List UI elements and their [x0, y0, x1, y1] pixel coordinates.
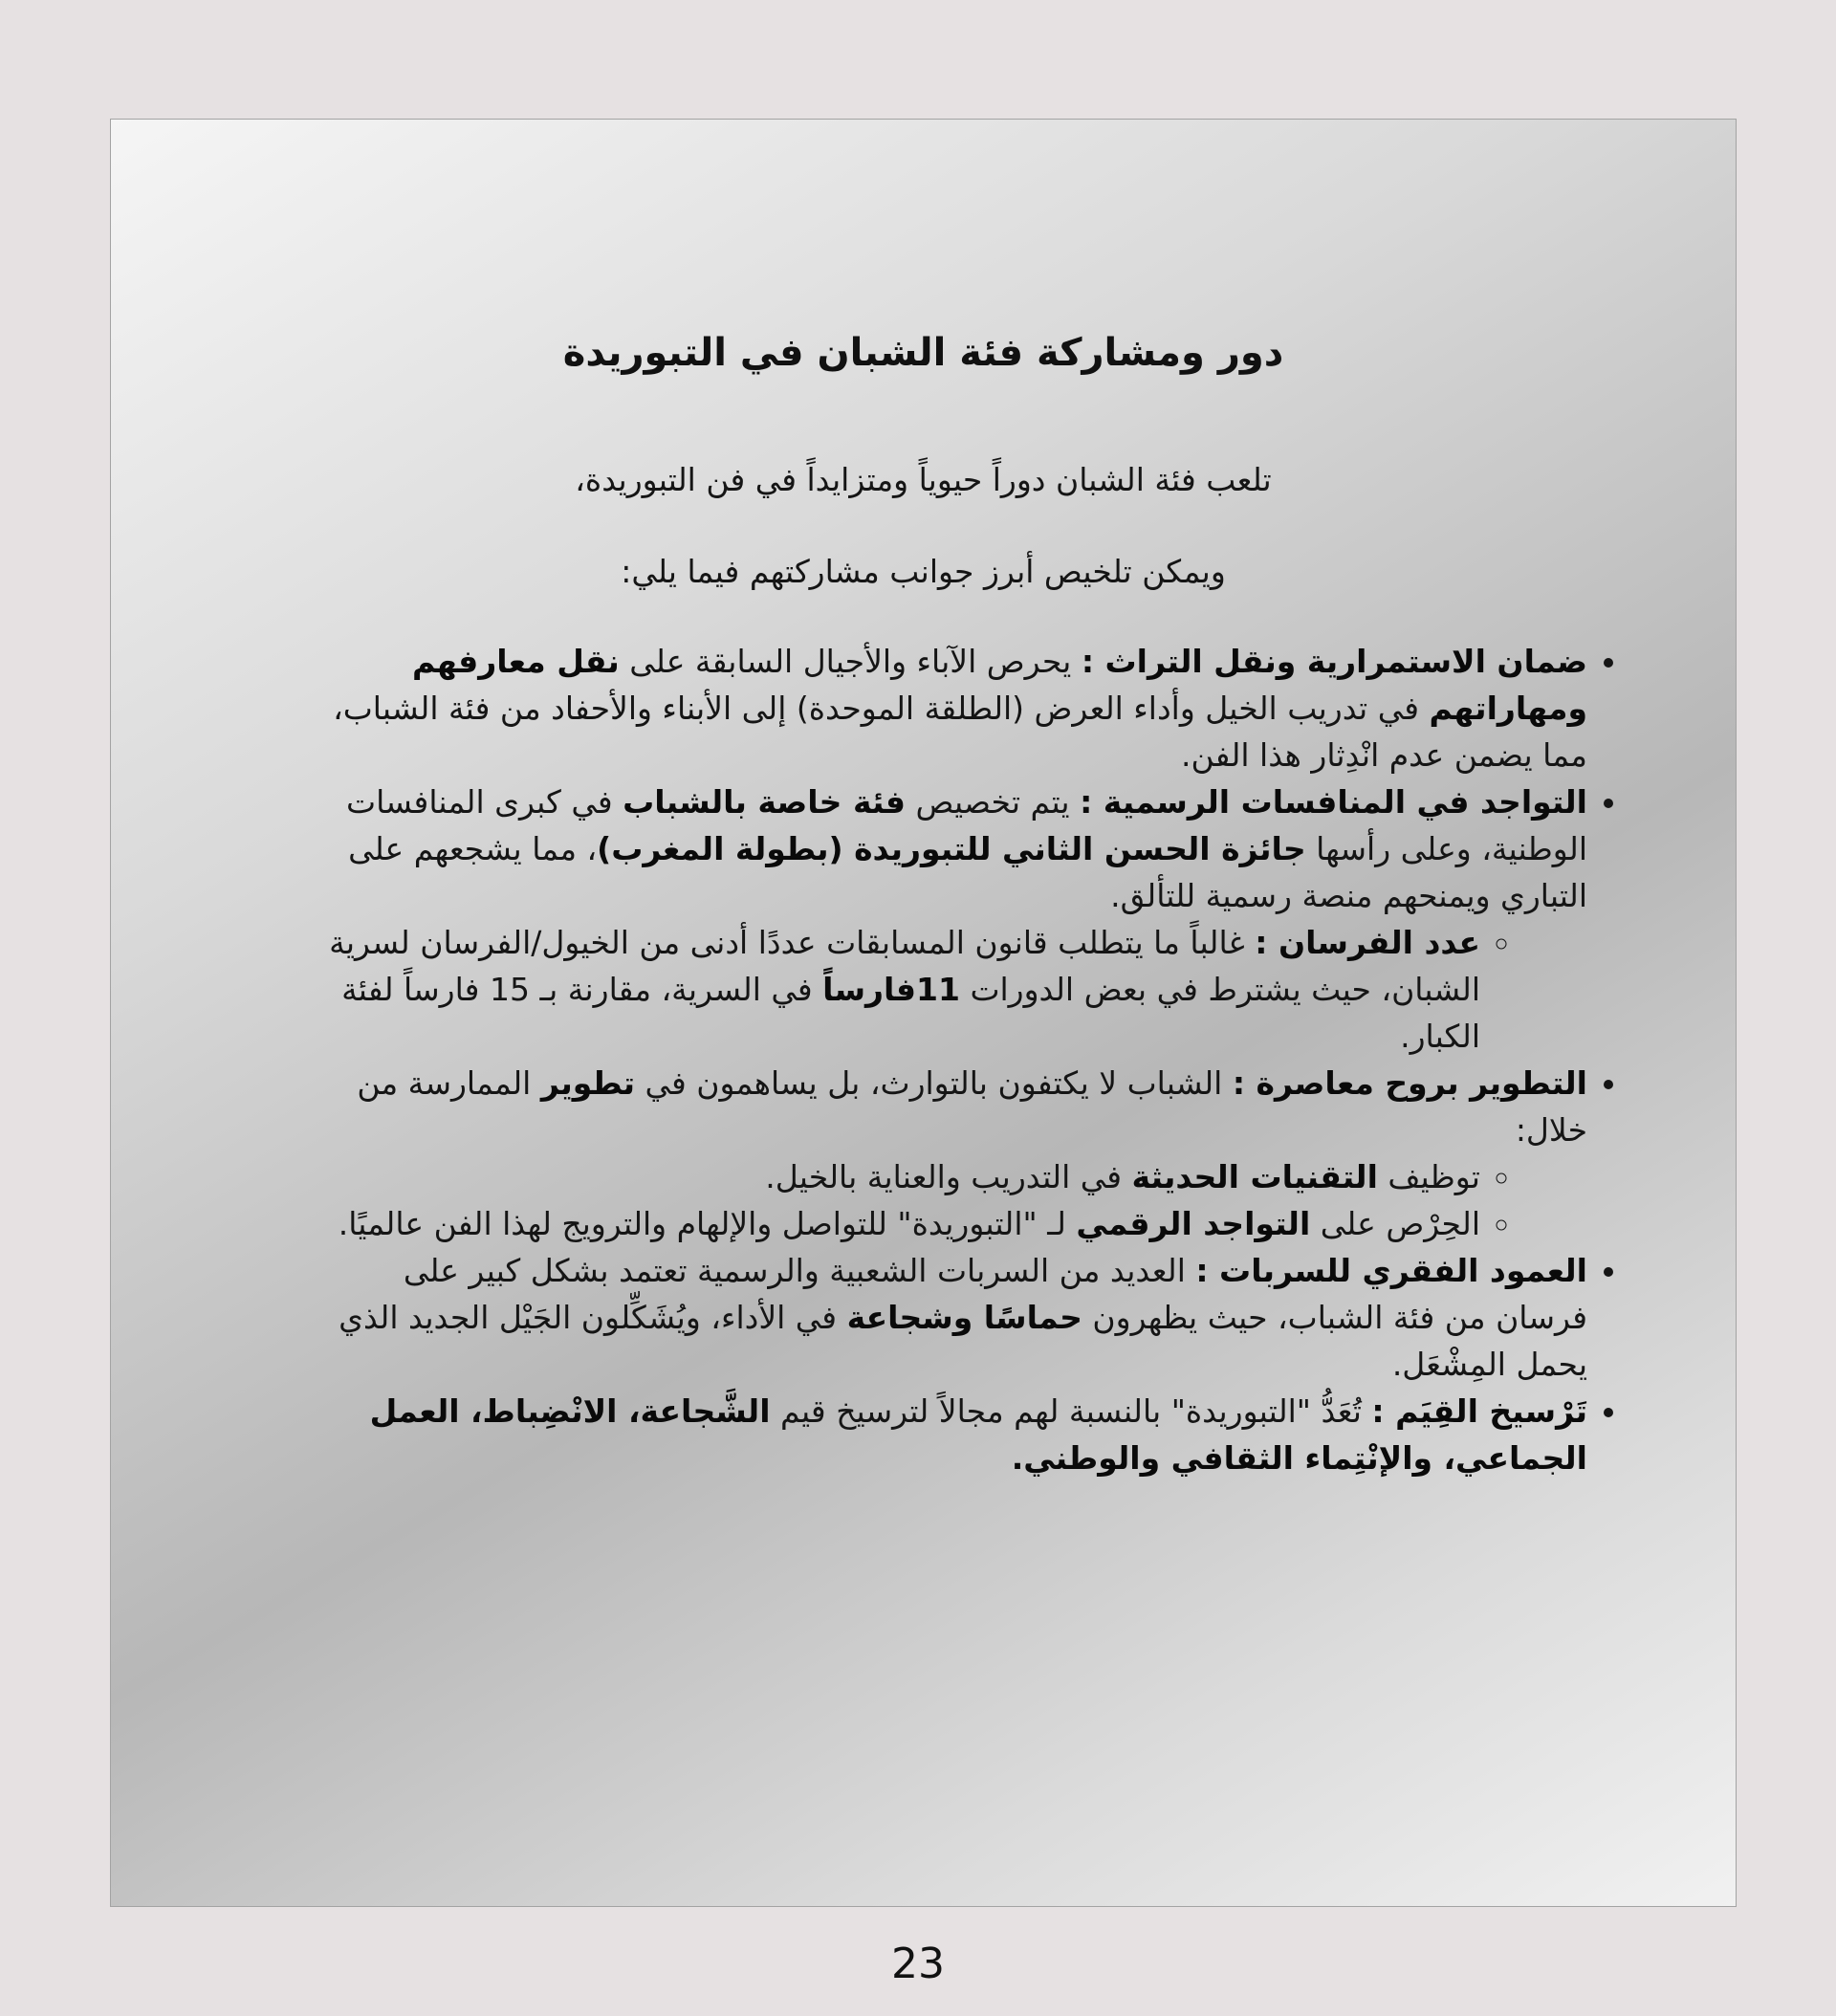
item-emphasis: نقل معارفهم ومهاراتهم	[412, 643, 1587, 727]
item-text: يتم تخصيص	[906, 783, 1081, 821]
sub-heading: عدد الفرسان :	[1255, 924, 1480, 961]
item-heading: ضمان الاستمرارية ونقل التراث :	[1081, 643, 1587, 680]
bullet-list	[302, 638, 1655, 1481]
content-panel	[110, 119, 1737, 1907]
sub-item-digital-presence	[302, 1200, 1480, 1247]
sub-emphasis: التواجد الرقمي	[1076, 1205, 1311, 1242]
item-emphasis: تطوير	[540, 1064, 635, 1102]
intro-line-1: تلعب فئة الشبان دوراً حيوياً ومتزايداً في فن التبوريدة،	[575, 461, 1272, 498]
item-text: الممارسة من خلال:	[357, 1064, 1587, 1149]
list-item-competitions	[302, 778, 1587, 1060]
list-item-continuity	[302, 638, 1587, 778]
item-emphasis: حماسًا وشجاعة	[846, 1299, 1082, 1336]
list-item-backbone	[302, 1247, 1587, 1388]
item-emphasis: فئة خاصة بالشباب	[623, 783, 907, 821]
sub-text: توظيف	[1377, 1158, 1480, 1195]
sub-text: في السرية، مقارنة بـ 15 فارساً لفئة الكبار.	[341, 971, 1480, 1055]
item-heading: تَرْسيخ القِيَم :	[1371, 1392, 1587, 1430]
sub-text: لـ "التبوريدة" للتواصل والإلهام والترويج لهذا الفن عالميًا.	[338, 1205, 1077, 1242]
bullet-content	[302, 638, 1655, 1481]
page-number: 23	[891, 1939, 945, 1988]
item-heading: التطوير بروح معاصرة :	[1232, 1064, 1587, 1102]
item-text: العديد من السربات الشعبية والرسمية تعتمد بشكل كبير على فرسان من فئة الشباب، حيث يظهرون	[403, 1252, 1587, 1336]
sub-text: الحِرْص على	[1310, 1205, 1480, 1242]
item-text: الشباب لا يكتفون بالتوارث، بل يساهمون في	[635, 1064, 1233, 1102]
intro-line-2: ويمكن تلخيص أبرز جوانب مشاركتهم فيما يلي:	[621, 553, 1226, 590]
sub-item-riders-count	[302, 919, 1480, 1060]
sub-text: غالباً ما يتطلب قانون المسابقات عددًا أدنى من الخيول/الفرسان لسرية الشبان، حيث يشترط في بعض الدورات	[329, 924, 1480, 1008]
sub-emphasis: التقنيات الحديثة	[1131, 1158, 1378, 1195]
item-heading: العمود الفقري للسربات :	[1195, 1252, 1587, 1289]
sub-emphasis: 11فارساً	[822, 971, 960, 1008]
page-title: دور ومشاركة فئة الشبان في التبوريدة	[562, 331, 1284, 375]
item-emphasis: جائزة الحسن الثاني للتبوريدة (بطولة المغرب)	[597, 830, 1306, 867]
list-item-modern-development	[302, 1060, 1587, 1247]
sub-item-technologies	[302, 1153, 1480, 1200]
sub-list	[302, 1153, 1587, 1247]
item-text: في كبرى المنافسات الوطنية، وعلى رأسها	[346, 783, 1587, 867]
item-text: ، مما يشجعهم على التباري ويمنحهم منصة رسمية للتألق.	[348, 830, 1587, 914]
item-emphasis: الشَّجاعة، الانْضِباط، العمل الجماعي، والإنْتِماء الثقافي والوطني.	[369, 1392, 1587, 1477]
item-text: يحرص الآباء والأجيال السابقة على	[619, 643, 1082, 680]
sub-text: في التدريب والعناية بالخيل.	[765, 1158, 1132, 1195]
item-text: تُعَدُّ "التبوريدة" بالنسبة لهم مجالاً لترسيخ قيم	[770, 1392, 1372, 1430]
list-item-values	[302, 1388, 1587, 1481]
item-text: في تدريب الخيل وأداء العرض (الطلقة الموحدة) إلى الأبناء والأحفاد من فئة الشباب، مما يضمن عدم انْدِثار هذا الفن.	[333, 690, 1587, 774]
item-text: في الأداء، ويُشَكِّلون الجَيْل الجديد الذي يحمل المِشْعَل.	[339, 1299, 1587, 1383]
item-heading: التواجد في المنافسات الرسمية :	[1080, 783, 1587, 821]
sub-list	[302, 919, 1587, 1060]
